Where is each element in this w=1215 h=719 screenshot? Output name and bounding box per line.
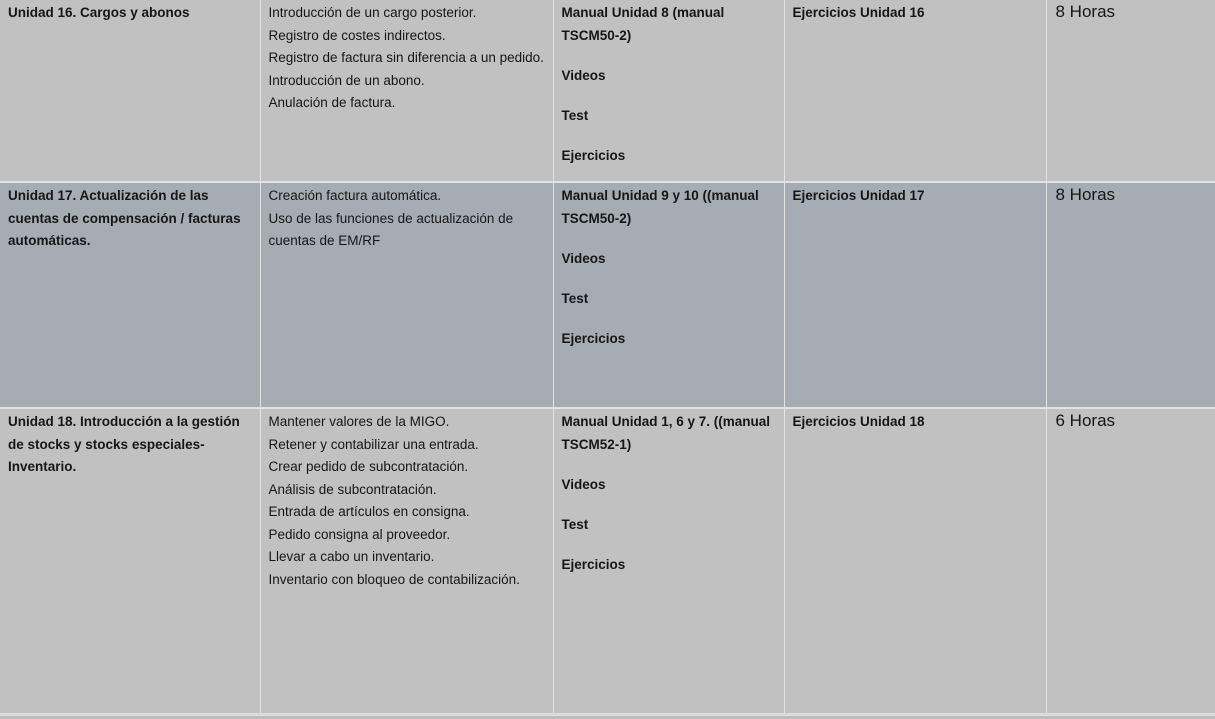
material-exercises: Ejercicios	[561, 147, 626, 163]
material-exercises: Ejercicios	[561, 330, 626, 346]
unit-hours: 8 Horas	[1046, 0, 1215, 182]
unit-exercises: Ejercicios Unidad 18	[784, 408, 1046, 715]
material-test: Test	[561, 290, 589, 306]
content-item: Entrada de artículos en consigna.	[268, 504, 470, 519]
content-item: Mantener valores de la MIGO.	[268, 414, 450, 429]
unit-title: Unidad 17. Actualización de las cuentas de compensación / facturas automáticas.	[0, 182, 260, 408]
content-item: Creación factura automática.	[268, 188, 442, 203]
content-item: Llevar a cabo un inventario.	[268, 549, 435, 564]
unit-title: Unidad 16. Cargos y abonos	[0, 0, 260, 182]
content-item: Introducción de un abono.	[268, 72, 425, 88]
content-item: Uso de las funciones de actualización de cuentas de EM/RF	[268, 210, 514, 248]
material-manual: Manual Unidad 8 (manual TSCM50-2)	[561, 5, 725, 43]
content-item: Análisis de subcontratación.	[268, 481, 437, 497]
material-videos: Videos	[561, 67, 606, 83]
content-item: Crear pedido de subcontratación.	[268, 459, 469, 474]
unit-content	[260, 182, 553, 408]
table-row	[0, 182, 1215, 408]
unit-exercises: Ejercicios Unidad 16	[784, 0, 1046, 182]
material-test: Test	[561, 516, 589, 532]
unit-material	[553, 182, 784, 408]
unit-hours: 8 Horas	[1046, 182, 1215, 408]
content-item: Anulación de factura.	[268, 95, 396, 110]
material-test: Test	[561, 107, 589, 123]
material-manual: Manual Unidad 9 y 10 ((manual TSCM50-2)	[561, 188, 759, 226]
material-videos: Videos	[561, 476, 606, 492]
content-item: Inventario con bloqueo de contabilización.	[268, 571, 520, 587]
unit-title: Unidad 18. Introducción a la gestión de stocks y stocks especiales- Inventario.	[0, 408, 260, 715]
content-item: Introducción de un cargo posterior.	[268, 5, 477, 20]
content-item: Registro de costes indirectos.	[268, 27, 446, 43]
unit-hours: 6 Horas	[1046, 408, 1215, 715]
unit-material	[553, 408, 784, 715]
unit-content	[260, 0, 553, 182]
unit-material	[553, 0, 784, 182]
unit-exercises: Ejercicios Unidad 17	[784, 182, 1046, 408]
content-item: Retener y contabilizar una entrada.	[268, 436, 479, 452]
material-exercises: Ejercicios	[561, 556, 626, 572]
content-item: Registro de factura sin diferencia a un pedido.	[268, 50, 544, 65]
table-row	[0, 0, 1215, 182]
material-videos: Videos	[561, 250, 606, 266]
unit-content	[260, 408, 553, 715]
material-manual: Manual Unidad 1, 6 y 7. ((manual TSCM52-1)	[561, 414, 771, 452]
content-item: Pedido consigna al proveedor.	[268, 526, 451, 542]
table-row	[0, 408, 1215, 715]
